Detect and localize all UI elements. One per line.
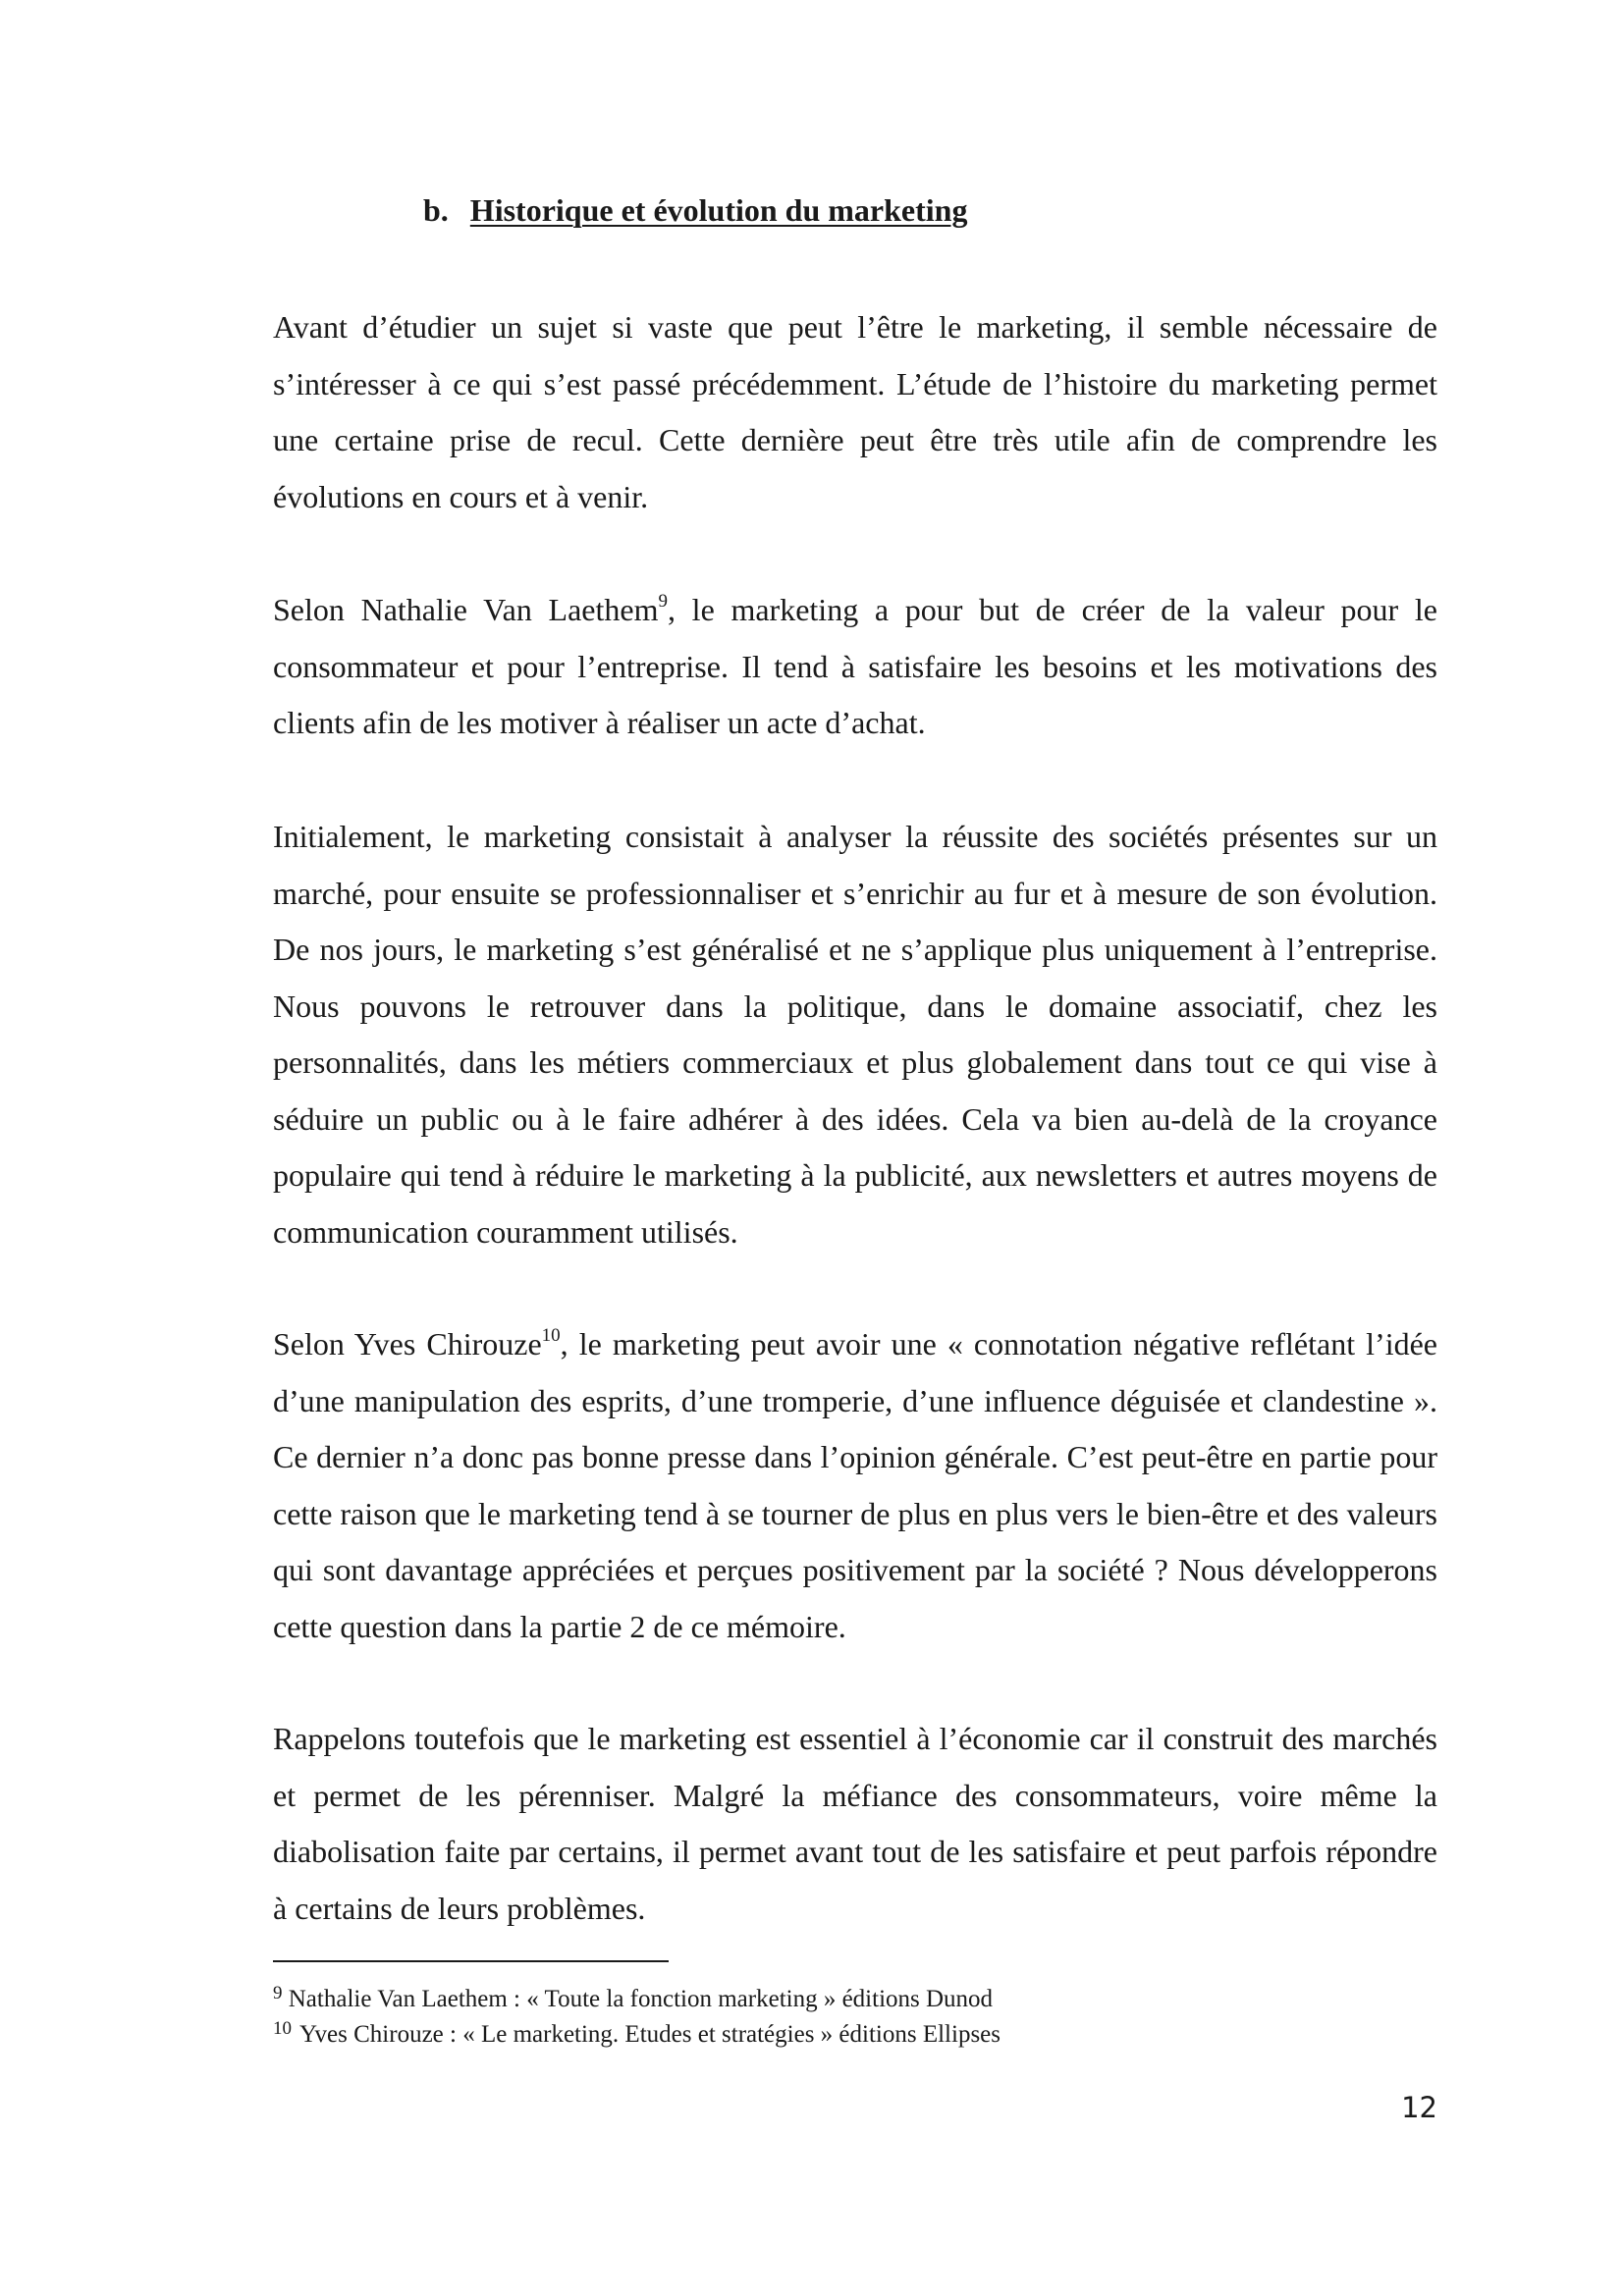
section-heading (423, 192, 967, 229)
section-title: Historique et évolution du marketing (469, 192, 968, 228)
footnote-divider (273, 1960, 669, 1962)
paragraph-history: Initialement, le marketing consistait à analyser la réussite des sociétés présentes sur un marché, pour ensuite se professionnaliser et s’enrichir au fur et à mesure de son évolution. De nos jours, le marketing s’est généralisé et ne s’applique plus uniquement à l’entreprise. Nous pouvons le retrouver dans la politique, dans le domaine associatif, chez les personnalités, dans les métiers commerciaux et plus globalement dans tout ce qui vise à séduire un public ou à le faire adhérer à des idées. Cela va bien au-delà de la croyance populaire qui tend à réduire le marketing à la publicité, aux newsletters et autres moyens de communication couramment utilisés. (273, 819, 1437, 1250)
footnote (273, 1985, 993, 2014)
paragraph-text: Selon Yves Chirouze (273, 1326, 542, 1362)
paragraph-text: Selon Nathalie Van Laethem (273, 592, 659, 627)
paragraph-intro: Avant d’étudier un sujet si vaste que peut l’être le marketing, il semble nécessaire de s’intéresser à ce qui s’est passé précédemment. L’étude de l’histoire du marketing permet une certaine prise de recul. Cette dernière peut être très utile afin de comprendre les évolutions en cours et à venir. (273, 309, 1437, 514)
paragraph-text: , le marketing peut avoir une « connotation négative reflétant l’idée d’une manipulation des esprits, d’une tromperie, d’une influence déguisée et clandestine ». Ce dernier n’a donc pas bonne presse dans l’opinion générale. C’est peut-être en partie pour cette raison que le marketing tend à se tourner de plus en plus vers le bien-être et des valeurs qui sont davantage appréciées et perçues positivement par la société ? Nous développerons cette question dans la partie 2 de ce mémoire. (273, 1326, 1437, 1644)
footnote-mark: 9 (273, 1983, 283, 2003)
footnote-reference[interactable]: 10 (541, 1325, 561, 1346)
paragraph-chirouze (273, 1316, 1437, 1655)
paragraph-conclusion: Rappelons toutefois que le marketing est essentiel à l’économie car il construit des marchés et permet de les pérenniser. Malgré la méfiance des consommateurs, voire même la diabolisation faite par certains, il permet avant tout de les satisfaire et peut parfois répondre à certains de leurs problèmes. (273, 1721, 1437, 1926)
footnote-reference[interactable]: 9 (658, 591, 668, 612)
footnote-text: Yves Chirouze : « Le marketing. Etudes et stratégies » éditions Ellipses (299, 2021, 1001, 2048)
footnote (273, 2020, 1001, 2050)
section-letter: b. (423, 192, 449, 228)
footnote-text: Nathalie Van Laethem : « Toute la fonction marketing » éditions Dunod (288, 1986, 994, 2012)
footnote-mark: 10 (273, 2018, 292, 2039)
page-number: 12 (1401, 2091, 1437, 2124)
paragraph-text: , le marketing a pour but de créer de la valeur pour le consommateur et pour l’entreprise. Il tend à satisfaire les besoins et les motivations des clients afin de les motiver à réaliser un acte d’achat. (273, 592, 1437, 740)
paragraph-van-laethem (273, 582, 1437, 752)
